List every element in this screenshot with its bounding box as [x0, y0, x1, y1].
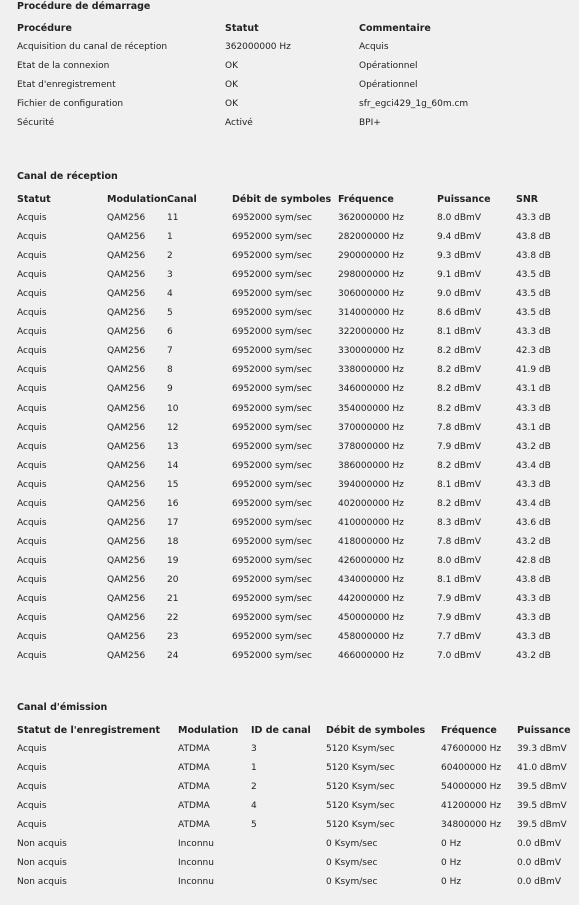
table-row: [0, 118, 579, 137]
table-cell: 43.4 dB: [516, 460, 551, 471]
table-cell: 10: [167, 403, 179, 414]
table-cell: 5120 Ksym/sec: [326, 744, 395, 754]
table-cell: 338000000 Hz: [338, 365, 404, 376]
table-cell: 9.1 dBmV: [437, 270, 481, 281]
table-cell: 442000000 Hz: [338, 594, 404, 604]
table-cell: QAM256: [107, 460, 146, 471]
table-cell: 8.2 dBmV: [437, 384, 481, 395]
table-cell: Acquis: [17, 613, 47, 624]
table-row: [0, 213, 579, 232]
table-cell: 6952000 sym/sec: [232, 403, 312, 414]
table-cell: 42.8 dB: [516, 555, 551, 566]
table-cell: ATDMA: [178, 801, 210, 812]
table-cell: Acquis: [17, 232, 47, 243]
table-cell: 43.3 dB: [516, 479, 551, 490]
table-cell: 0 Ksym/sec: [326, 839, 378, 850]
table-cell: 41200000 Hz: [441, 801, 502, 812]
table-cell: Sécurité: [17, 118, 55, 129]
table-row: [0, 423, 579, 442]
column-header: Puissance: [517, 725, 571, 736]
table-row: [0, 404, 579, 423]
column-header: Modulation: [107, 194, 168, 205]
table-row: [0, 782, 579, 801]
table-cell: 6952000 sym/sec: [232, 460, 312, 471]
table-cell: 23: [167, 632, 179, 643]
table-cell: 282000000 Hz: [338, 232, 404, 243]
table-cell: 434000000 Hz: [338, 574, 404, 585]
downstream-title: Canal de réception: [17, 171, 118, 182]
table-cell: 1: [251, 763, 257, 774]
table-cell: 43.3 dB: [516, 594, 551, 604]
table-cell: 7.7 dBmV: [437, 632, 481, 643]
upstream-title: Canal d'émission: [17, 702, 108, 713]
table-cell: 346000000 Hz: [338, 384, 404, 395]
table-cell: QAM256: [107, 308, 146, 319]
table-cell: 43.3 dB: [516, 327, 551, 338]
table-cell: BPI+: [359, 118, 381, 129]
column-header: Débit de symboles: [326, 725, 426, 736]
table-cell: Etat d'enregistrement: [17, 80, 116, 91]
table-cell: Acquis: [17, 327, 47, 338]
table-cell: Acquis: [17, 213, 47, 223]
table-cell: 5120 Ksym/sec: [326, 763, 395, 774]
table-cell: 8.0 dBmV: [437, 555, 481, 566]
table-cell: 298000000 Hz: [338, 270, 404, 281]
table-cell: 5: [167, 308, 173, 319]
table-cell: 39.3 dBmV: [517, 744, 567, 754]
table-row: [0, 251, 579, 270]
table-cell: Acquis: [17, 536, 47, 547]
table-cell: 7.0 dBmV: [437, 651, 481, 662]
table-row: [0, 365, 579, 384]
table-cell: QAM256: [107, 422, 146, 433]
column-header: Puissance: [437, 194, 491, 205]
table-cell: 17: [167, 517, 179, 528]
table-cell: 6952000 sym/sec: [232, 536, 312, 547]
table-row: [0, 820, 579, 839]
table-cell: 386000000 Hz: [338, 460, 404, 471]
table-cell: QAM256: [107, 479, 146, 490]
table-cell: 19: [167, 555, 179, 566]
table-cell: QAM256: [107, 651, 146, 662]
table-cell: Acquis: [17, 651, 47, 662]
table-cell: Acquis: [17, 289, 47, 300]
table-cell: Acquis: [17, 346, 47, 357]
table-cell: 5120 Ksym/sec: [326, 820, 395, 831]
table-cell: 7.9 dBmV: [437, 594, 481, 604]
table-cell: 378000000 Hz: [338, 441, 404, 452]
table-cell: Acquis: [17, 574, 47, 585]
table-cell: 43.3 dB: [516, 213, 551, 223]
table-cell: Etat de la connexion: [17, 61, 110, 72]
table-cell: 39.5 dBmV: [517, 820, 567, 831]
table-cell: Inconnu: [178, 858, 214, 869]
table-cell: 362000000 Hz: [338, 213, 404, 223]
table-row: [0, 763, 579, 782]
table-cell: 6952000 sym/sec: [232, 270, 312, 281]
table-cell: QAM256: [107, 536, 146, 547]
table-cell: QAM256: [107, 517, 146, 528]
table-row: [0, 461, 579, 480]
table-cell: Acquis: [17, 422, 47, 433]
table-cell: 0 Ksym/sec: [326, 858, 378, 869]
table-cell: 22: [167, 613, 179, 624]
table-cell: Acquis: [17, 384, 47, 395]
table-cell: 3: [251, 744, 257, 754]
table-cell: 6952000 sym/sec: [232, 289, 312, 300]
table-cell: 418000000 Hz: [338, 536, 404, 547]
startup-title: Procédure de démarrage: [17, 1, 151, 12]
table-cell: Acquis: [17, 517, 47, 528]
table-cell: 5120 Ksym/sec: [326, 801, 395, 812]
table-cell: 6952000 sym/sec: [232, 651, 312, 662]
table-cell: Acquis: [359, 42, 389, 52]
table-row: [0, 537, 579, 556]
table-cell: QAM256: [107, 327, 146, 338]
table-cell: 60400000 Hz: [441, 763, 502, 774]
table-cell: 362000000 Hz: [225, 42, 291, 52]
table-row: [0, 442, 579, 461]
table-cell: QAM256: [107, 594, 146, 604]
table-cell: 0.0 dBmV: [517, 839, 561, 850]
column-header: Procédure: [17, 23, 72, 34]
table-cell: ATDMA: [178, 782, 210, 793]
table-cell: 12: [167, 422, 179, 433]
table-cell: 2: [251, 782, 257, 793]
table-cell: 8: [167, 365, 173, 376]
table-cell: QAM256: [107, 289, 146, 300]
table-cell: Acquis: [17, 365, 47, 376]
table-cell: 14: [167, 460, 179, 471]
table-cell: 8.2 dBmV: [437, 365, 481, 376]
table-cell: 6952000 sym/sec: [232, 632, 312, 643]
table-row: [0, 556, 579, 575]
table-cell: Acquis: [17, 498, 47, 509]
table-cell: Acquis: [17, 555, 47, 566]
table-cell: OK: [225, 61, 238, 72]
table-cell: 6952000 sym/sec: [232, 441, 312, 452]
table-cell: 6952000 sym/sec: [232, 422, 312, 433]
table-cell: 6952000 sym/sec: [232, 384, 312, 395]
table-cell: 43.5 dB: [516, 289, 551, 300]
table-cell: 8.2 dBmV: [437, 460, 481, 471]
table-cell: QAM256: [107, 365, 146, 376]
table-cell: OK: [225, 80, 238, 91]
table-cell: Inconnu: [178, 877, 214, 888]
column-header: Modulation: [178, 725, 239, 736]
table-cell: 6952000 sym/sec: [232, 308, 312, 319]
table-cell: Activé: [225, 118, 253, 129]
table-cell: 9.0 dBmV: [437, 289, 481, 300]
table-cell: QAM256: [107, 632, 146, 643]
table-cell: QAM256: [107, 270, 146, 281]
table-row: [0, 480, 579, 499]
table-row: [0, 270, 579, 289]
table-cell: 0 Hz: [441, 877, 462, 888]
table-row: [0, 42, 579, 61]
table-cell: 42.3 dB: [516, 346, 551, 357]
table-cell: QAM256: [107, 384, 146, 395]
table-cell: 24: [167, 651, 179, 662]
table-cell: 306000000 Hz: [338, 289, 404, 300]
table-cell: 18: [167, 536, 179, 547]
table-cell: 5120 Ksym/sec: [326, 782, 395, 793]
table-cell: sfr_egci429_1g_60m.cm: [359, 99, 469, 110]
table-cell: 6952000 sym/sec: [232, 498, 312, 509]
table-cell: QAM256: [107, 346, 146, 357]
table-cell: 6: [167, 327, 173, 338]
table-row: [0, 801, 579, 820]
table-cell: 0 Ksym/sec: [326, 877, 378, 888]
table-cell: 8.6 dBmV: [437, 308, 481, 319]
table-cell: 402000000 Hz: [338, 498, 404, 509]
table-row: [0, 632, 579, 651]
table-cell: Acquisition du canal de réception: [17, 42, 168, 52]
table-cell: 6952000 sym/sec: [232, 517, 312, 528]
table-cell: 0.0 dBmV: [517, 877, 561, 888]
table-cell: 43.1 dB: [516, 384, 551, 395]
column-header: Canal: [167, 194, 197, 205]
table-cell: 41.0 dBmV: [517, 763, 567, 774]
table-cell: 1: [167, 232, 173, 243]
table-cell: QAM256: [107, 213, 146, 223]
table-cell: Acquis: [17, 594, 47, 604]
table-cell: 6952000 sym/sec: [232, 574, 312, 585]
table-cell: 7.8 dBmV: [437, 422, 481, 433]
table-row: [0, 327, 579, 346]
table-cell: 8.2 dBmV: [437, 498, 481, 509]
table-cell: 6952000 sym/sec: [232, 346, 312, 357]
table-row: [0, 232, 579, 251]
table-cell: 15: [167, 479, 179, 490]
table-cell: 7: [167, 346, 173, 357]
table-cell: 8.0 dBmV: [437, 213, 481, 223]
table-cell: 6952000 sym/sec: [232, 213, 312, 223]
table-cell: 7.8 dBmV: [437, 536, 481, 547]
table-cell: 394000000 Hz: [338, 479, 404, 490]
table-cell: 426000000 Hz: [338, 555, 404, 566]
table-cell: 6952000 sym/sec: [232, 479, 312, 490]
table-cell: 6952000 sym/sec: [232, 327, 312, 338]
table-cell: 450000000 Hz: [338, 613, 404, 624]
table-cell: Inconnu: [178, 839, 214, 850]
table-cell: Non acquis: [17, 877, 67, 888]
table-cell: 39.5 dBmV: [517, 801, 567, 812]
table-cell: Opérationnel: [359, 61, 418, 72]
table-cell: ATDMA: [178, 744, 210, 754]
table-cell: 8.3 dBmV: [437, 517, 481, 528]
table-cell: QAM256: [107, 403, 146, 414]
table-cell: 0 Hz: [441, 839, 462, 850]
table-cell: 410000000 Hz: [338, 517, 404, 528]
downstream-header-row: [0, 194, 579, 213]
table-cell: Non acquis: [17, 839, 67, 850]
table-cell: 43.8 dB: [516, 574, 551, 585]
column-header: ID de canal: [251, 725, 311, 736]
table-cell: 466000000 Hz: [338, 651, 404, 662]
table-row: [0, 499, 579, 518]
column-header: Fréquence: [338, 194, 394, 205]
table-cell: 43.8 dB: [516, 251, 551, 262]
table-cell: Acquis: [17, 251, 47, 262]
table-cell: 6952000 sym/sec: [232, 251, 312, 262]
table-cell: 6952000 sym/sec: [232, 594, 312, 604]
table-cell: Acquis: [17, 820, 47, 831]
table-cell: Acquis: [17, 270, 47, 281]
column-header: SNR: [516, 194, 539, 205]
table-cell: QAM256: [107, 251, 146, 262]
table-row: [0, 877, 579, 896]
table-cell: 8.1 dBmV: [437, 327, 481, 338]
table-cell: 2: [167, 251, 173, 262]
table-cell: 6952000 sym/sec: [232, 232, 312, 243]
table-cell: 16: [167, 498, 179, 509]
table-row: [0, 858, 579, 877]
column-header: Commentaire: [359, 23, 431, 34]
column-header: Fréquence: [441, 725, 497, 736]
table-row: [0, 80, 579, 99]
table-cell: 330000000 Hz: [338, 346, 404, 357]
table-cell: QAM256: [107, 613, 146, 624]
table-cell: Acquis: [17, 479, 47, 490]
table-cell: 9.4 dBmV: [437, 232, 481, 243]
table-cell: ATDMA: [178, 763, 210, 774]
upstream-header-row: [0, 725, 579, 744]
table-cell: Opérationnel: [359, 80, 418, 91]
column-header: Statut: [225, 23, 259, 34]
table-cell: 6952000 sym/sec: [232, 365, 312, 376]
table-cell: ATDMA: [178, 820, 210, 831]
column-header: Débit de symboles: [232, 194, 332, 205]
table-cell: 9: [167, 384, 173, 395]
table-cell: Acquis: [17, 782, 47, 793]
table-row: [0, 384, 579, 403]
table-cell: 314000000 Hz: [338, 308, 404, 319]
table-cell: 47600000 Hz: [441, 744, 502, 754]
table-cell: 0.0 dBmV: [517, 858, 561, 869]
table-cell: 43.6 dB: [516, 517, 551, 528]
table-cell: 43.5 dB: [516, 270, 551, 281]
table-row: [0, 308, 579, 327]
table-cell: Acquis: [17, 403, 47, 414]
table-cell: 43.2 dB: [516, 536, 551, 547]
table-cell: 5: [251, 820, 257, 831]
table-cell: 8.1 dBmV: [437, 479, 481, 490]
table-cell: 458000000 Hz: [338, 632, 404, 643]
startup-header-row: [0, 23, 579, 42]
table-cell: 43.3 dB: [516, 613, 551, 624]
table-cell: OK: [225, 99, 238, 110]
table-cell: Acquis: [17, 441, 47, 452]
table-cell: 39.5 dBmV: [517, 782, 567, 793]
table-cell: 43.1 dB: [516, 422, 551, 433]
table-row: [0, 518, 579, 537]
table-cell: 34800000 Hz: [441, 820, 502, 831]
table-cell: 54000000 Hz: [441, 782, 502, 793]
table-row: [0, 613, 579, 632]
table-cell: 9.3 dBmV: [437, 251, 481, 262]
table-row: [0, 289, 579, 308]
table-cell: 43.8 dB: [516, 232, 551, 243]
table-row: [0, 594, 579, 613]
table-row: [0, 575, 579, 594]
table-cell: 8.1 dBmV: [437, 574, 481, 585]
table-cell: 4: [167, 289, 173, 300]
table-cell: 11: [167, 213, 179, 223]
table-cell: Acquis: [17, 632, 47, 643]
table-row: [0, 61, 579, 80]
table-cell: 354000000 Hz: [338, 403, 404, 414]
table-cell: 43.2 dB: [516, 441, 551, 452]
table-cell: 8.2 dBmV: [437, 403, 481, 414]
table-cell: 43.4 dB: [516, 498, 551, 509]
table-cell: 322000000 Hz: [338, 327, 404, 338]
column-header: Statut de l'enregistrement: [17, 725, 161, 736]
table-cell: 21: [167, 594, 179, 604]
table-cell: 43.5 dB: [516, 308, 551, 319]
table-cell: QAM256: [107, 555, 146, 566]
table-cell: QAM256: [107, 232, 146, 243]
table-cell: Acquis: [17, 801, 47, 812]
table-cell: QAM256: [107, 441, 146, 452]
table-cell: 13: [167, 441, 179, 452]
table-cell: 0 Hz: [441, 858, 462, 869]
table-cell: Acquis: [17, 763, 47, 774]
table-cell: 6952000 sym/sec: [232, 555, 312, 566]
table-cell: Acquis: [17, 744, 47, 754]
table-cell: 4: [251, 801, 257, 812]
table-cell: QAM256: [107, 574, 146, 585]
table-cell: 43.3 dB: [516, 403, 551, 414]
table-cell: 7.9 dBmV: [437, 441, 481, 452]
table-cell: Acquis: [17, 460, 47, 471]
table-row: [0, 744, 579, 763]
table-cell: 8.2 dBmV: [437, 346, 481, 357]
table-cell: 3: [167, 270, 173, 281]
table-cell: Fichier de configuration: [17, 99, 124, 110]
column-header: Statut: [17, 194, 51, 205]
table-cell: 7.9 dBmV: [437, 613, 481, 624]
table-row: [0, 839, 579, 858]
table-cell: 370000000 Hz: [338, 422, 404, 433]
table-cell: 290000000 Hz: [338, 251, 404, 262]
table-cell: QAM256: [107, 498, 146, 509]
table-row: [0, 346, 579, 365]
table-cell: 20: [167, 574, 179, 585]
table-cell: Acquis: [17, 308, 47, 319]
table-cell: 41.9 dB: [516, 365, 551, 376]
table-cell: Non acquis: [17, 858, 67, 869]
table-row: [0, 651, 579, 670]
table-cell: 6952000 sym/sec: [232, 613, 312, 624]
table-cell: 43.2 dB: [516, 651, 551, 662]
table-cell: 43.3 dB: [516, 632, 551, 643]
table-row: [0, 99, 579, 118]
